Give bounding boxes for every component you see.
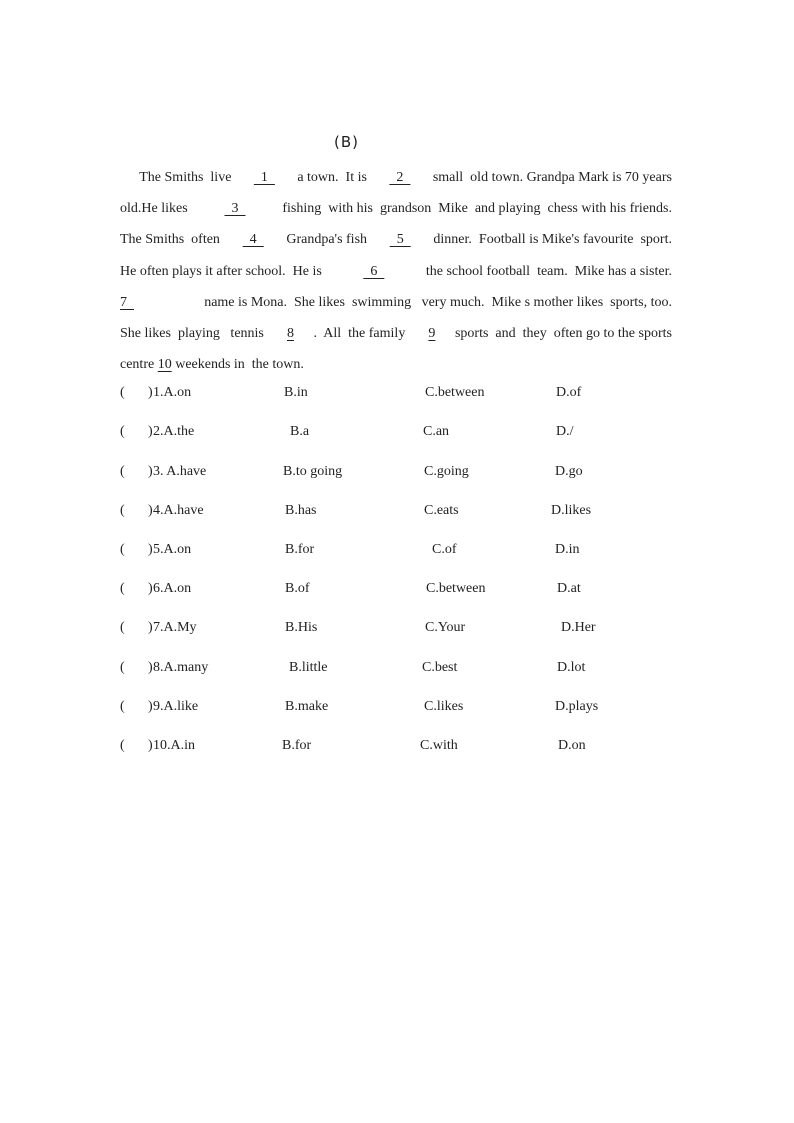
question-option-d: D.plays bbox=[555, 699, 599, 714]
question-option-a: 7.A.My bbox=[153, 620, 197, 635]
question-option-a: 1.A.on bbox=[153, 385, 192, 400]
cloze-passage bbox=[120, 162, 672, 380]
passage-text: Grandpa's fish bbox=[279, 232, 375, 248]
answer-paren-open: ( bbox=[120, 542, 125, 557]
question-option-d: D.at bbox=[557, 581, 581, 596]
question-option-a: 2.A.the bbox=[153, 424, 195, 439]
answer-paren-close: ) bbox=[148, 699, 153, 714]
answer-paren-close: ) bbox=[148, 503, 153, 518]
question-option-c: C.between bbox=[426, 581, 486, 596]
passage-text: the school football team. Mike has a sister. bbox=[418, 263, 672, 279]
question-option-c: C.with bbox=[420, 738, 458, 753]
question-option-c: C.likes bbox=[424, 699, 464, 714]
passage-text: centre bbox=[120, 357, 158, 373]
question-option-a: 5.A.on bbox=[153, 542, 192, 557]
question-option-c: C.between bbox=[425, 385, 485, 400]
passage-text: The Smiths often bbox=[120, 232, 227, 248]
section-title: (B) bbox=[334, 133, 359, 151]
passage-line bbox=[120, 193, 672, 224]
question-option-a: 8.A.many bbox=[153, 660, 209, 675]
answer-paren-open: ( bbox=[120, 464, 125, 479]
question-option-b: B.of bbox=[285, 581, 310, 596]
question-option-d: D.lot bbox=[557, 660, 586, 675]
question-option-c: C.best bbox=[422, 660, 458, 675]
answer-paren-open: ( bbox=[120, 581, 125, 596]
answer-paren-open: ( bbox=[120, 660, 125, 675]
blank-number: 1 bbox=[253, 170, 275, 185]
question-option-d: D.go bbox=[555, 464, 583, 479]
question-option-a: 9.A.like bbox=[153, 699, 199, 714]
answer-paren-open: ( bbox=[120, 503, 125, 518]
answer-paren-close: ) bbox=[148, 385, 153, 400]
question-option-d: D.in bbox=[555, 542, 580, 557]
passage-line bbox=[120, 349, 672, 380]
question-option-b: B.make bbox=[285, 699, 329, 714]
question-option-b: B.little bbox=[289, 660, 328, 675]
question-option-d: D./ bbox=[556, 424, 574, 439]
blank-number: 4 bbox=[242, 232, 264, 248]
blank-number: 9 bbox=[428, 325, 436, 341]
question-option-b: B.His bbox=[285, 620, 318, 635]
answer-paren-close: ) bbox=[148, 738, 153, 753]
blank-number: 10 bbox=[157, 357, 172, 373]
answer-paren-open: ( bbox=[120, 699, 125, 714]
passage-text: fishing with his grandson Mike and playing chess with his friends. bbox=[275, 201, 672, 217]
blank-number: 2 bbox=[389, 170, 411, 185]
blank-number: 7 bbox=[120, 294, 134, 310]
blank-number: 6 bbox=[363, 263, 385, 279]
answer-paren-open: ( bbox=[120, 620, 125, 635]
question-option-a: 4.A.have bbox=[153, 503, 204, 518]
passage-line bbox=[120, 318, 672, 349]
passage-text: old.He likes bbox=[120, 201, 195, 217]
question-option-c: C.of bbox=[432, 542, 457, 557]
passage-line bbox=[120, 256, 672, 287]
question-option-b: B.in bbox=[284, 385, 308, 400]
passage-text: The Smiths live bbox=[136, 170, 239, 185]
passage-line bbox=[120, 162, 672, 193]
question-option-a: 10.A.in bbox=[153, 738, 195, 753]
passage-text: name is Mona. She likes swimming very much. Mike s mother likes sports, too. bbox=[197, 294, 672, 310]
passage-text: weekends in the town. bbox=[171, 357, 304, 373]
question-option-c: C.eats bbox=[424, 503, 459, 518]
answer-paren-close: ) bbox=[148, 581, 153, 596]
blank-number: 5 bbox=[389, 232, 411, 248]
question-option-d: D.of bbox=[556, 385, 582, 400]
question-option-b: B.a bbox=[290, 424, 310, 439]
answer-paren-close: ) bbox=[148, 464, 153, 479]
question-option-d: D.Her bbox=[561, 620, 596, 635]
passage-text: a town. It is bbox=[290, 170, 374, 185]
question-option-b: B.to going bbox=[283, 464, 343, 479]
question-option-a: 6.A.on bbox=[153, 581, 192, 596]
answer-paren-open: ( bbox=[120, 424, 125, 439]
answer-paren-close: ) bbox=[148, 620, 153, 635]
passage-line bbox=[120, 224, 672, 255]
passage-text: He often plays it after school. He is bbox=[120, 263, 329, 279]
question-option-c: C.Your bbox=[425, 620, 466, 635]
answer-paren-open: ( bbox=[120, 385, 125, 400]
answer-paren-close: ) bbox=[148, 660, 153, 675]
passage-text: dinner. Football is Mike's favourite sport. bbox=[426, 232, 672, 248]
question-option-c: C.an bbox=[423, 424, 450, 439]
blank-number: 3 bbox=[224, 201, 246, 217]
question-option-d: D.likes bbox=[551, 503, 592, 518]
passage-text: . All the family bbox=[310, 325, 413, 341]
blank-number: 8 bbox=[286, 325, 294, 341]
question-option-a: 3. A.have bbox=[153, 464, 207, 479]
passage-line bbox=[120, 287, 672, 318]
answer-paren-close: ) bbox=[148, 424, 153, 439]
question-option-c: C.going bbox=[424, 464, 469, 479]
passage-text: small old town. Grandpa Mark is 70 years bbox=[425, 170, 672, 185]
passage-text: She likes playing tennis bbox=[120, 325, 271, 341]
question-option-d: D.on bbox=[558, 738, 586, 753]
passage-text: sports and they often go to the sports bbox=[451, 325, 672, 341]
question-option-b: B.for bbox=[282, 738, 312, 753]
question-option-b: B.for bbox=[285, 542, 315, 557]
answer-paren-close: ) bbox=[148, 542, 153, 557]
question-option-b: B.has bbox=[285, 503, 317, 518]
answer-paren-open: ( bbox=[120, 738, 125, 753]
